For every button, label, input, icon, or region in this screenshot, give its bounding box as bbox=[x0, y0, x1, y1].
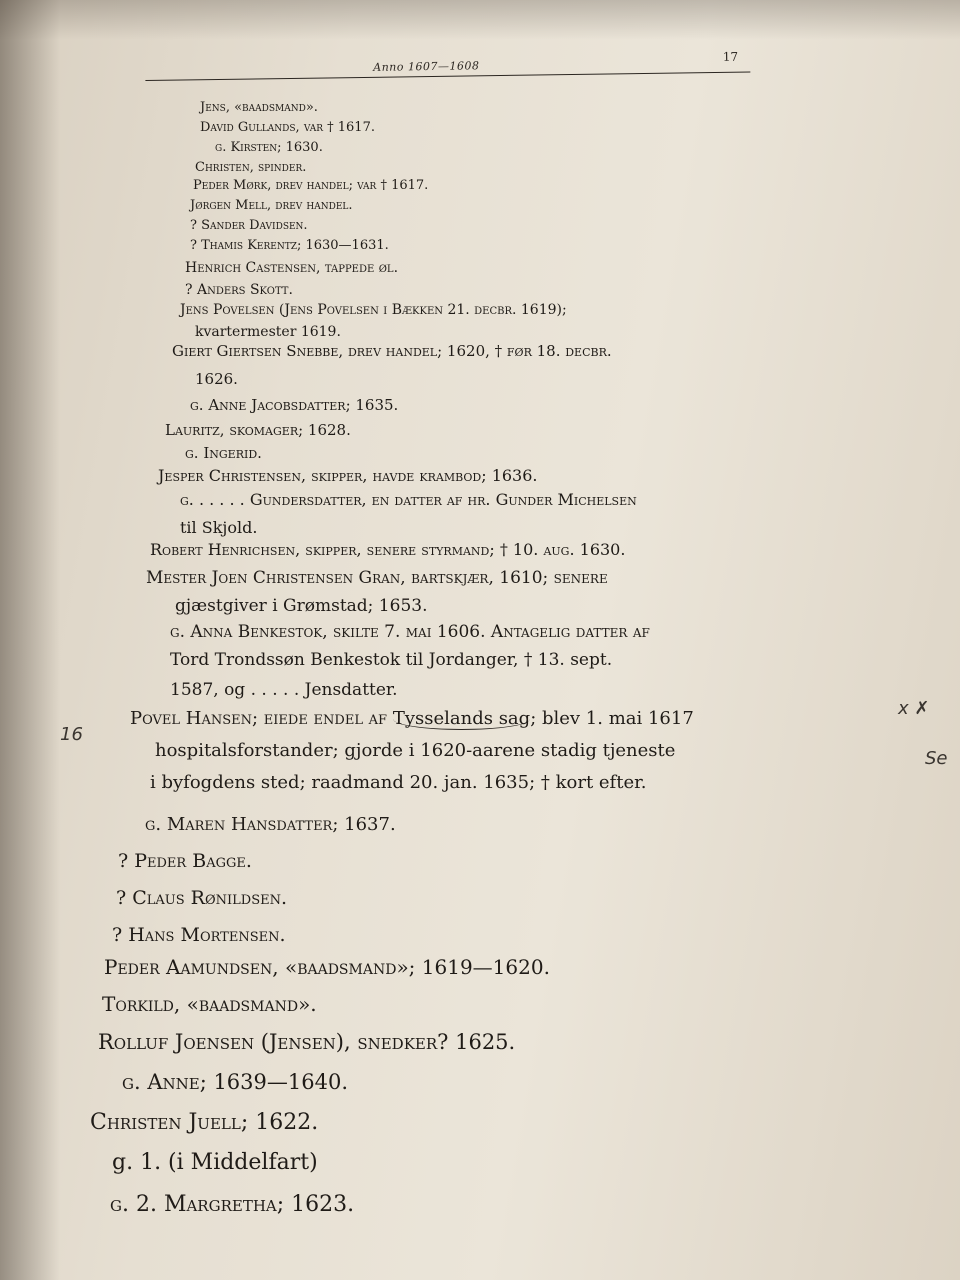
margin-note-right-top: x ✗ bbox=[898, 698, 930, 719]
entry-line: Robert Henrichsen, skipper, senere styrmand; † 10. aug. 1630. bbox=[150, 540, 626, 559]
entry-line: Rolluf Joensen (Jensen), snedker? 1625. bbox=[98, 1030, 516, 1054]
header-title: Anno 1607—1608 bbox=[373, 59, 480, 74]
entry-line: kvartermester 1619. bbox=[195, 324, 341, 340]
entry-line: ? Anders Skott. bbox=[185, 282, 293, 298]
margin-note-left: 16 bbox=[60, 724, 83, 745]
entry-line: ? Claus Rønildsen. bbox=[116, 887, 288, 909]
entry-line: Jørgen Mell, drev handel. bbox=[190, 198, 353, 213]
entry-line: Jens, «baadsmand». bbox=[200, 100, 318, 115]
entry-line: Giert Giertsen Snebbe, drev handel; 1620, † før 18. decbr. bbox=[172, 342, 612, 360]
entry-text: Povel Hansen; eiede endel af bbox=[130, 708, 388, 729]
entry-line: g. Anna Benkestok, skilte 7. mai 1606. Antagelig datter af bbox=[170, 622, 650, 642]
entry-line: 1587, og . . . . . Jensdatter. bbox=[170, 680, 398, 700]
entry-line: g. . . . . . Gundersdatter, en datter af hr. Gunder Michelsen bbox=[180, 490, 637, 509]
entry-line: Lauritz, skomager; 1628. bbox=[165, 421, 351, 439]
entry-line: Christen, spinder. bbox=[195, 160, 307, 175]
entry-line: g. 2. Margretha; 1623. bbox=[110, 1192, 355, 1217]
underlined-text: Tysselands sag bbox=[392, 708, 531, 729]
entry-line: Tord Trondssøn Benkestok til Jordanger, † 13. sept. bbox=[170, 650, 613, 670]
entry-line-povel bbox=[130, 708, 694, 729]
entry-line: 1626. bbox=[195, 370, 238, 388]
entry-line: Henrich Castensen, tappede øl. bbox=[185, 260, 399, 276]
margin-note-right-bottom: Se bbox=[925, 748, 948, 769]
entry-line: Christen Juell; 1622. bbox=[90, 1110, 319, 1135]
entry-line: Jesper Christensen, skipper, havde krambod; 1636. bbox=[158, 466, 538, 485]
entry-line: ? Hans Mortensen. bbox=[112, 924, 286, 946]
entry-line: g. Kirsten; 1630. bbox=[215, 140, 323, 155]
entry-line: g. 1. (i Middelfart) bbox=[112, 1150, 318, 1175]
entry-text: ; blev 1. mai 1617 bbox=[530, 708, 694, 729]
entry-line: i byfogdens sted; raadmand 20. jan. 1635; † kort efter. bbox=[150, 772, 647, 793]
entry-line: g. Ingerid. bbox=[185, 444, 262, 462]
entry-line: g. Anne Jacobsdatter; 1635. bbox=[190, 396, 399, 414]
page-number: 17 bbox=[722, 49, 739, 64]
entry-line: til Skjold. bbox=[180, 518, 258, 537]
entry-line: g. Maren Hansdatter; 1637. bbox=[145, 814, 396, 835]
entry-line: Torkild, «baadsmand». bbox=[102, 992, 317, 1016]
entry-line: Peder Aamundsen, «baadsmand»; 1619—1620. bbox=[104, 955, 550, 979]
entry-line: gjæstgiver i Grømstad; 1653. bbox=[175, 596, 428, 616]
entry-line: Mester Joen Christensen Gran, bartskjær, 1610; senere bbox=[146, 568, 608, 588]
running-header bbox=[145, 44, 750, 81]
entry-line: ? Sander Davidsen. bbox=[190, 218, 308, 233]
entry-line: g. Anne; 1639—1640. bbox=[122, 1070, 349, 1094]
entry-line: Peder Mørk, drev handel; var † 1617. bbox=[193, 178, 429, 193]
entry-line: ? Thamis Kerentz; 1630—1631. bbox=[190, 238, 389, 253]
entry-line: David Gullands, var † 1617. bbox=[200, 120, 375, 135]
entry-line: ? Peder Bagge. bbox=[118, 850, 252, 872]
entry-line: hospitalsforstander; gjorde i 1620-aarene stadig tjeneste bbox=[155, 740, 676, 761]
entry-line: Jens Povelsen (Jens Povelsen i Bækken 21. decbr. 1619); bbox=[180, 302, 567, 318]
